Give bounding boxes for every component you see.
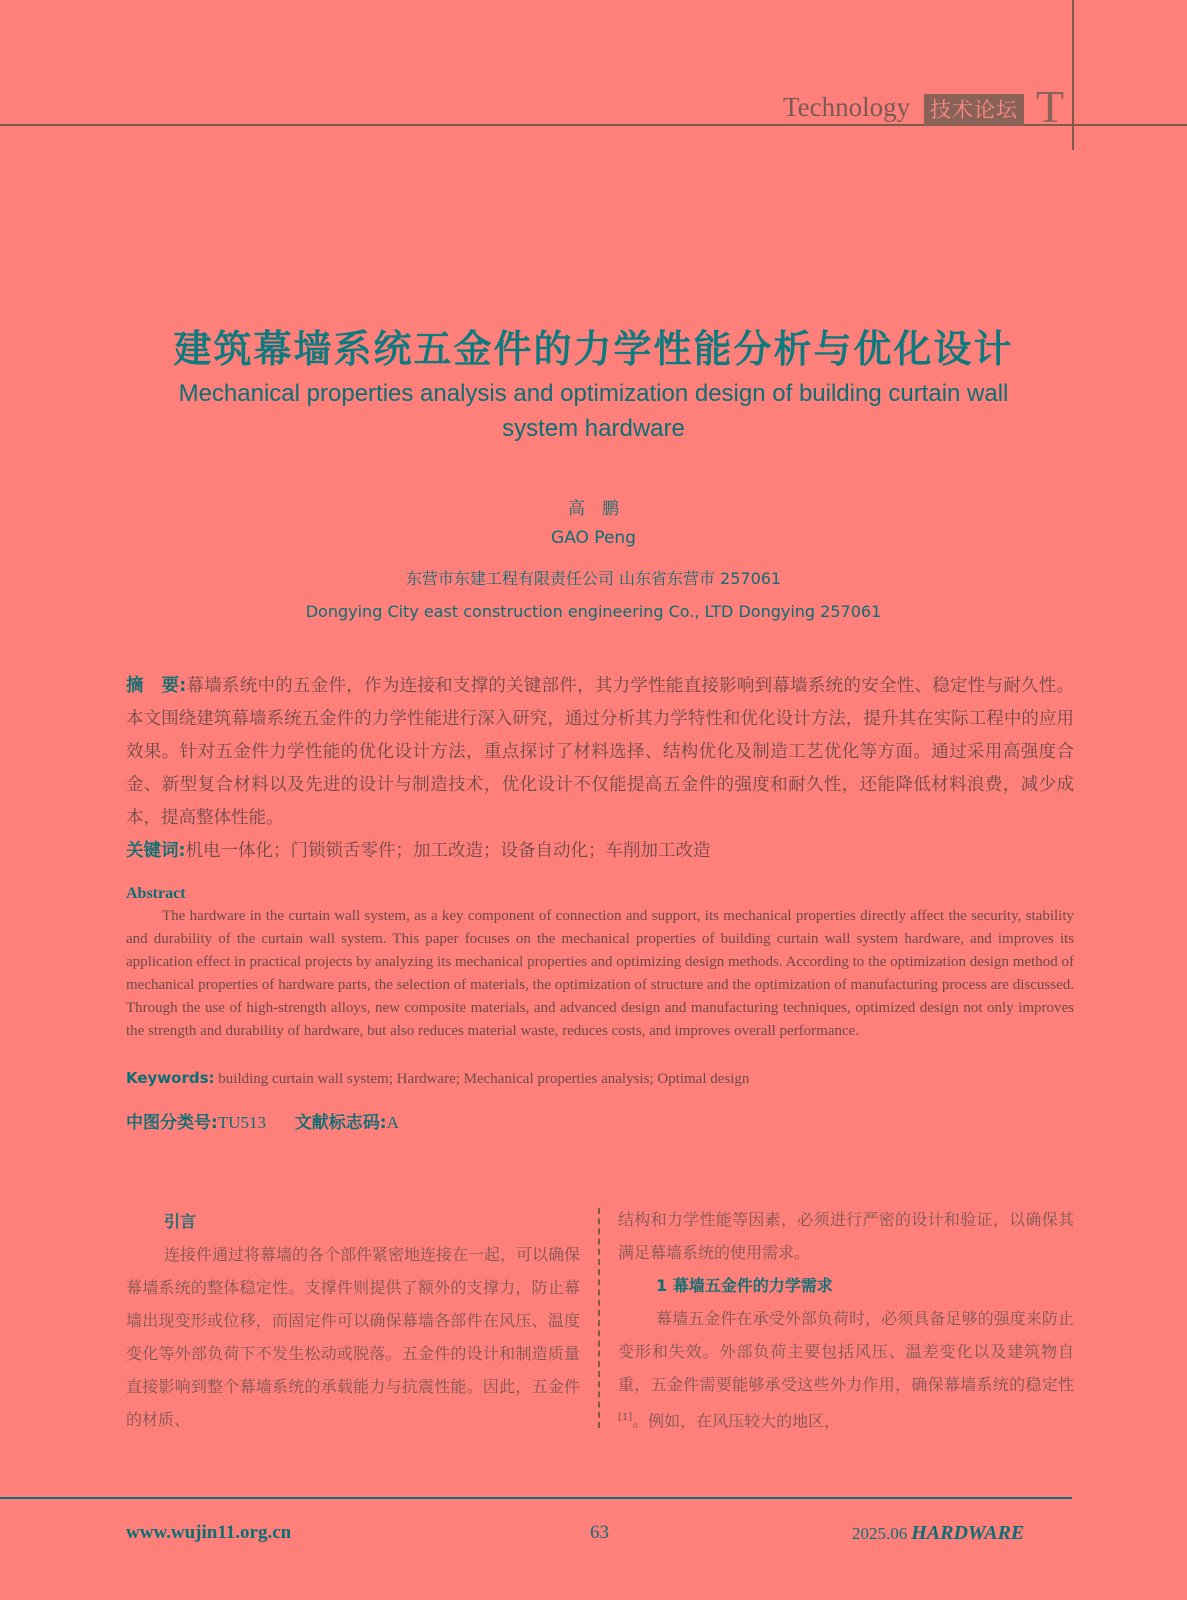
section-brand-en: Technology — [783, 92, 911, 122]
section-brand-letter: T — [1036, 81, 1065, 132]
section-1-text-main: 幕墙五金件在承受外部负荷时，必须具备足够的强度来防止变形和失效。外部负荷主要包括风压、温差变化以及建筑物自重，五金件需要能够承受这些外力作用，确保幕墙系统的稳定性 — [618, 1309, 1074, 1394]
abstract-cn-label: 摘 要: — [126, 676, 187, 696]
footer-journal — [852, 1522, 1024, 1545]
column-divider — [598, 1208, 600, 1428]
column-right — [618, 1203, 1074, 1437]
clc-label: 中图分类号: — [126, 1113, 218, 1133]
title-cn: 建筑幕墙系统五金件的力学性能分析与优化设计 — [173, 327, 1014, 371]
clc-value: TU513 — [217, 1113, 266, 1132]
title-en: Mechanical properties analysis and optimization design of building curtain wall system hardware — [178, 380, 1009, 442]
abstract-cn-text: 幕墙系统中的五金件，作为连接和支撑的关键部件，其力学性能直接影响到幕墙系统的安全性、稳定性与耐久性。本文围绕建筑幕墙系统五金件的力学性能进行深入研究，通过分析其力学特性和优化设计方法，提升其在实际工程中的应用效果。针对五金件力学性能的优化设计方法，重点探讨了材料选择、结构优化及制造工艺优化等方面。通过采用高强度合金、新型复合材料以及先进的设计与制造技术，优化设计不仅能提高五金件的强度和耐久性，还能降低材料浪费，减少成本，提高整体性能。 — [126, 676, 1074, 828]
abstract-en-text: The hardware in the curtain wall system, as a key component of connection and support, its mechanical properties directly affect the security, stability and durability of the curtain wall system. This paper focuses on the mechanical properties of building curtain wall system hardware, and improves its application effect in practical projects by analyzing its mechanical properties and optimizing design methods. According to the optimization design method of mechanical properties of hardware parts, the selection of materials, the optimization of structure and the optimization of manufacturing process are discussed. Through the use of high-strength alloys, new composite materials, and advanced design and manufacturing techniques, optimized design not only improves the strength and durability of hardware, but also reduces material waste, reduces costs, and improves overall performance. — [126, 908, 1074, 1039]
section-heading-intro: 引言 — [164, 1212, 197, 1231]
footer-url[interactable]: www.wujin11.org.cn — [126, 1522, 292, 1543]
keywords-en-label: Keywords: — [126, 1069, 215, 1087]
section-heading-1: 1 幕墙五金件的力学需求 — [656, 1276, 833, 1295]
section-1-text — [618, 1302, 1074, 1437]
footer-rule — [0, 1497, 1072, 1499]
citation-1[interactable]: [1] — [618, 1412, 633, 1423]
doc-code-value: A — [386, 1113, 399, 1132]
classification — [126, 1108, 399, 1133]
doc-code-label: 文献标志码: — [294, 1113, 387, 1133]
keywords-cn: 机电一体化；门锁锁舌零件；加工改造；设备自动化；车削加工改造 — [185, 841, 711, 861]
page-number: 63 — [590, 1522, 609, 1543]
author-name-en: GAO Peng — [551, 528, 636, 548]
issue-date: 2025.06 — [852, 1524, 908, 1543]
affiliation-cn: 东营市东建工程有限责任公司 山东省东营市 257061 — [405, 569, 782, 588]
affiliation-en: Dongying City east construction engineering Co., LTD Dongying 257061 — [305, 602, 882, 621]
intro-text: 连接件通过将幕墙的各个部件紧密地连接在一起，可以确保幕墙系统的整体稳定性。支撑件则提供了额外的支撑力，防止幕墙出现变形或位移，而固定件可以确保幕墙各部件在风压、温度变化等外部负荷下不发生松动或脱落。五金件的设计和制造质量直接影响到整个幕墙系统的承载能力与抗震性能。因此，五金件的材质、 — [126, 1245, 581, 1429]
right-continued-text: 结构和力学性能等因素，必须进行严密的设计和验证，以确保其满足幕墙系统的使用需求。 — [618, 1210, 1074, 1262]
header-vertical-rule — [1072, 0, 1074, 150]
column-left — [126, 1205, 580, 1436]
journal-name: HARDWARE — [911, 1522, 1025, 1544]
keywords-en — [126, 1067, 1074, 1091]
author-name-cn: 高 鹏 — [568, 499, 619, 519]
abstract-en-heading: Abstract — [126, 885, 186, 902]
abstract-cn — [126, 670, 1074, 868]
keywords-en-text: building curtain wall system; Hardware; Mechanical properties analysis; Optimal design — [218, 1071, 750, 1087]
section-1-text-tail: 。例如，在风压较大的地区， — [632, 1411, 841, 1431]
section-brand-cn: 技术论坛 — [924, 94, 1024, 126]
keywords-cn-label: 关键词: — [126, 841, 186, 861]
